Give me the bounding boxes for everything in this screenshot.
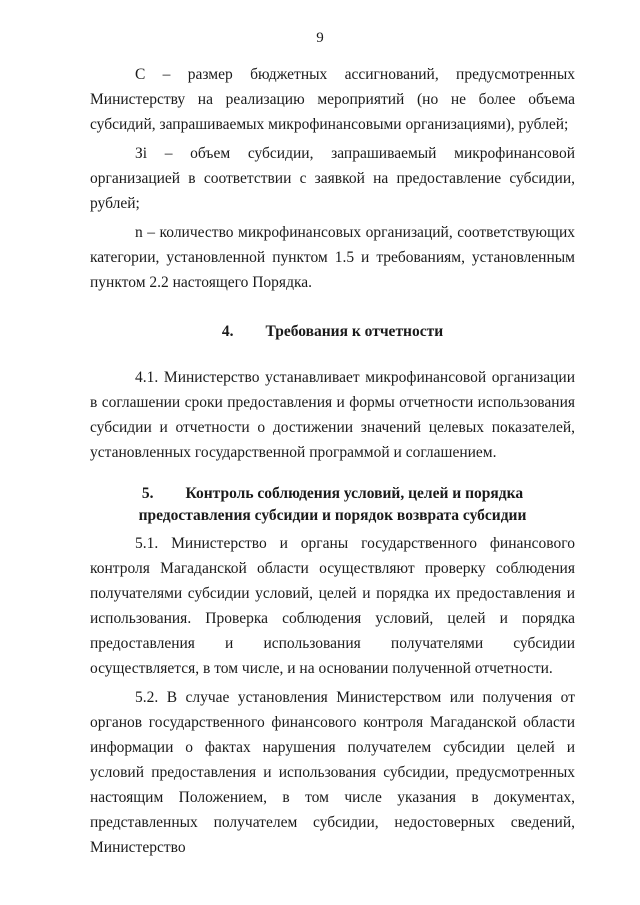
definition-c: С – размер бюджетных ассигнований, предусмотренных Министерству на реализацию мероприятий (но не более объема субсидий, запрашиваемых микрофинансовыми организациями), рублей;: [90, 66, 575, 133]
section-4-title: Требования к отчетности: [265, 323, 444, 340]
definition-zi: Зi – объем субсидии, запрашиваемый микрофинансовой организацией в соответствии с заявкой на предоставление субсидии, рублей;: [90, 145, 575, 212]
page-number: 9: [316, 30, 324, 46]
paragraph-5-1: 5.1. Министерство и органы государственного финансового контроля Магаданской области осуществляют проверку соблюдения получателями субсидии условий, целей и порядка их предоставления и использования. Проверка соблюдения условий, целей и порядка предоставления и использования получателями субсидии осуществляется, в том числе, и на основании полученной отчетности.: [90, 535, 575, 677]
document-body: [90, 62, 575, 860]
section-5-heading: [90, 483, 575, 527]
section-5-number: 5.: [141, 485, 154, 502]
section-5-title-line1: [90, 483, 575, 505]
paragraph-4-1: 4.1. Министерство устанавливает микрофинансовой организации в соглашении сроки предоставления и формы отчетности использования субсидии и отчетности о достижении значений целевых показателей, установленных государственной программой и соглашением.: [90, 369, 575, 461]
section-4-number: 4.: [221, 323, 234, 340]
paragraph-5-2: 5.2. В случае установления Министерством или получения от органов государственного финансового контроля Магаданской области информации о фактах нарушения получателем субсидии целей и условий предоставления и использования субсидии, предусмотренных настоящим Положением, в том числе указания в документах, представленных получателем субсидии, недостоверных сведений, Министерство: [90, 689, 575, 856]
section-4-heading: [90, 321, 575, 343]
section-5-title: Контроль соблюдения условий, целей и порядка: [185, 485, 524, 502]
section-5-title-line2: предоставления субсидии и порядок возврата субсидии: [138, 507, 527, 524]
definition-n: n – количество микрофинансовых организаций, соответствующих категории, установленной пунктом 1.5 и требованиям, установленным пунктом 2.2 настоящего Порядка.: [90, 224, 575, 291]
